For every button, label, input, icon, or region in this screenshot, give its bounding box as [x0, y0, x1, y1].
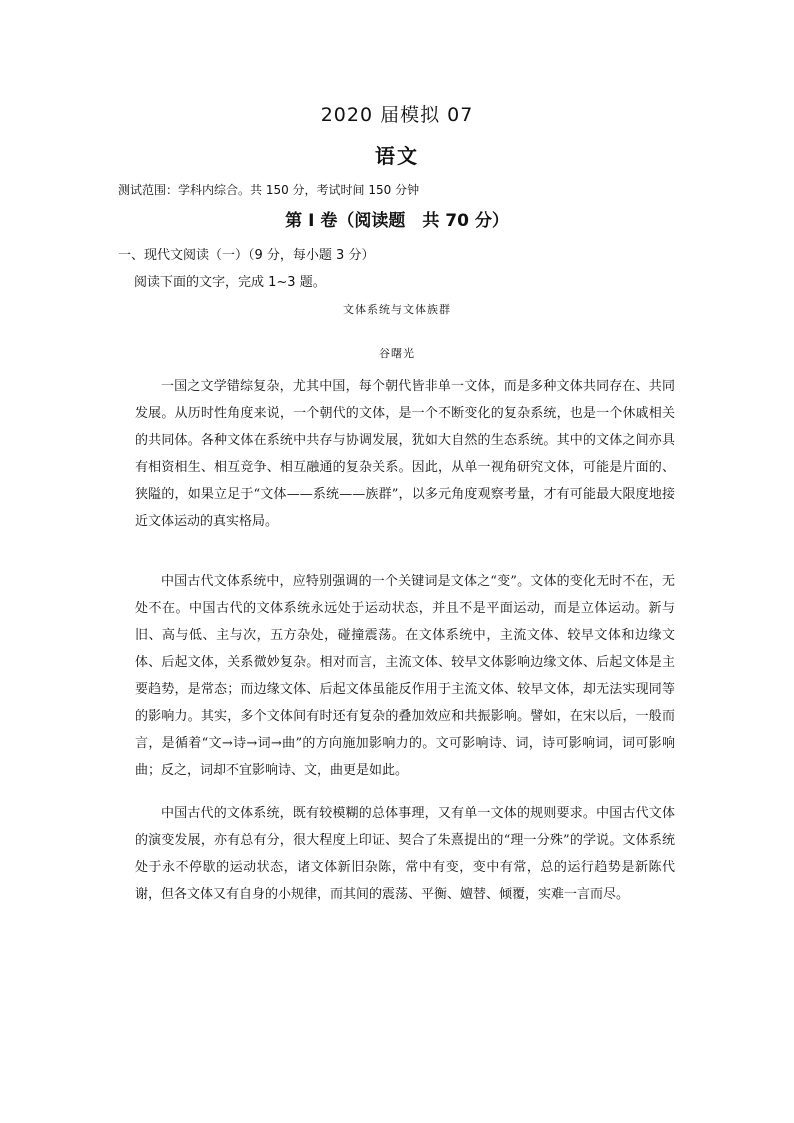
- reading-instruction: 阅读下面的文字，完成 1~3 题。: [134, 275, 326, 290]
- article-paragraph: 一国之文学错综复杂，尤其中国，每个朝代皆非单一文体，而是多种文体共同存在、共同发展。从历时性角度来说，一个朝代的文体，是一个不断变化的复杂系统，也是一个休戚相关的共同体。各种文体在系统中共存与协调发展，犹如大自然的生态系统。其中的文体之间亦具有相资相生、相互竞争、相互融通的复杂关系。因此，从单一视角研究文体，可能是片面的、狭隘的，如果立足于“文体——系统——族群”，以多元角度观察考量，才有可能最大限度地接近文体运动的真实格局。: [135, 379, 675, 529]
- article-paragraph: 中国古代文体系统中，应特别强调的一个关键词是文体之“变”。文体的变化无时不在，无处不在。中国古代的文体系统永远处于运动状态，并且不是平面运动，而是立体运动。新与旧、高与低、主与次，五方杂处，碰撞震荡。在文体系统中，主流文体、较早文体和边缘文体、后起文体，关系微妙复杂。相对而言，主流文体、较早文体影响边缘文体、后起文体是主要趋势，是常态；而边缘文体、后起文体虽能反作用于主流文体、较早文体，却无法实现同等的影响力。其实，多个文体间有时还有复杂的叠加效应和共振影响。譬如，在宋以后，一般而言，是循着“文→诗→词→曲”的方向施加影响力的。文可影响诗、词，诗可影响词，词可影响曲；反之，词却不宜影响诗、文，曲更是如此。: [135, 574, 675, 778]
- part-title: 一、现代文阅读（一）（9 分，每小题 3 分）: [118, 248, 375, 263]
- article-author: 谷曙光: [379, 347, 415, 360]
- section-title: 第 I 卷（阅读题 共 70 分）: [285, 211, 509, 231]
- article-paragraph: 中国古代的文体系统，既有较模糊的总体事理，又有单一文体的规则要求。中国古代文体的演变发展，亦有总有分，很大程度上印证、契合了朱熹提出的“理一分殊”的学说。文体系统处于永不停歇的运动状态，诸文体新旧杂陈，常中有变，变中有常，总的运行趋势是新陈代谢，但各文体又有自身的小规律，而其间的震荡、平衡、嬗替、倾覆，实难一言而尽。: [135, 806, 675, 902]
- exam-info: 测试范围：学科内综合。共 150 分，考试时间 150 分钟: [118, 183, 420, 197]
- exam-title: 2020 届模拟 07: [320, 104, 474, 126]
- article-title: 文体系统与文体族群: [343, 303, 451, 316]
- subject-title: 语文: [375, 144, 419, 168]
